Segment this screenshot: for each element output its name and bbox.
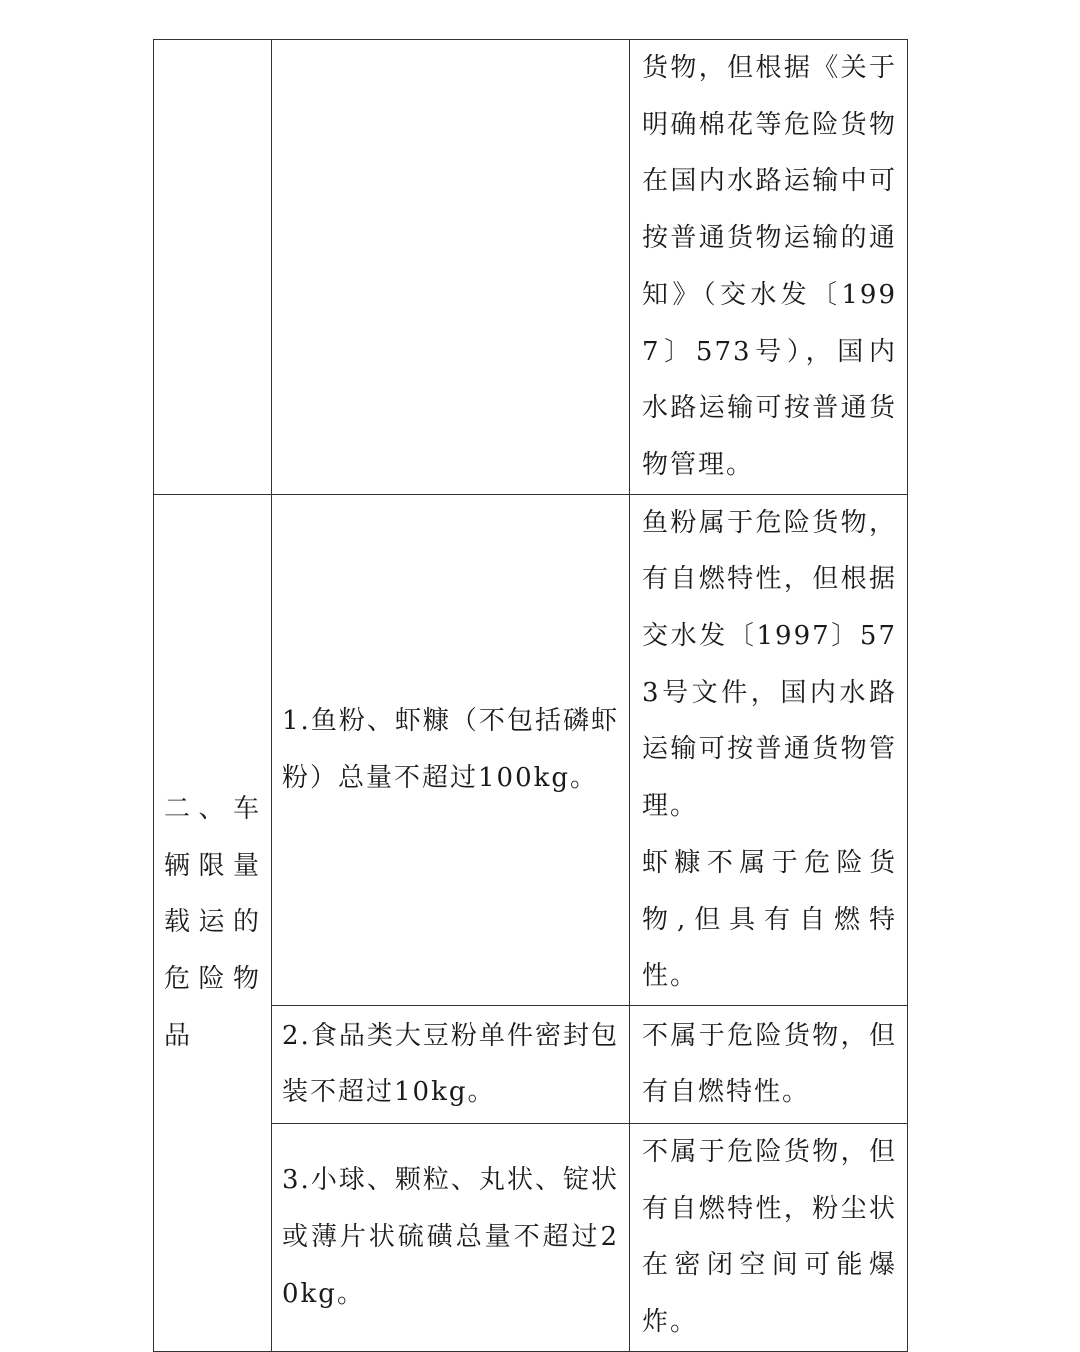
item-cell: 2.食品类大豆粉单件密封包装不超过10kg。 xyxy=(272,1005,630,1123)
table-row xyxy=(154,494,908,1005)
note-paragraph: 不属于危险货物，但有自燃特性，粉尘状在密闭空间可能爆炸。 xyxy=(642,1136,897,1338)
table-row xyxy=(154,40,908,495)
note-cell xyxy=(630,40,908,495)
note-paragraph: 不属于危险货物，但有自燃特性。 xyxy=(642,1020,897,1108)
item-cell: 3.小球、颗粒、丸状、锭状或薄片状硫磺总量不超过20kg。 xyxy=(272,1123,630,1351)
note-paragraph: 货物，但根据《关于明确棉花等危险货物在国内水路运输中可按普通货物运输的通知》（交水发〔1997〕573号），国内水路运输可按普通货物管理。 xyxy=(642,53,897,480)
note-cell xyxy=(630,494,908,1005)
item-cell: 1.鱼粉、虾糠（不包括磷虾粉）总量不超过100kg。 xyxy=(272,494,630,1005)
category-cell: 二、车辆限量载运的危险物品 xyxy=(154,494,272,1351)
note-cell xyxy=(630,1005,908,1123)
item-cell xyxy=(272,40,630,495)
note-paragraph: 虾糠不属于危险货物,但具有自燃特性。 xyxy=(642,847,897,992)
category-cell xyxy=(154,40,272,495)
hazardous-goods-table xyxy=(153,39,908,1352)
note-paragraph: 鱼粉属于危险货物，有自燃特性，但根据交水发〔1997〕573号文件，国内水路运输可按普通货物管理。 xyxy=(642,507,897,822)
note-cell xyxy=(630,1123,908,1351)
